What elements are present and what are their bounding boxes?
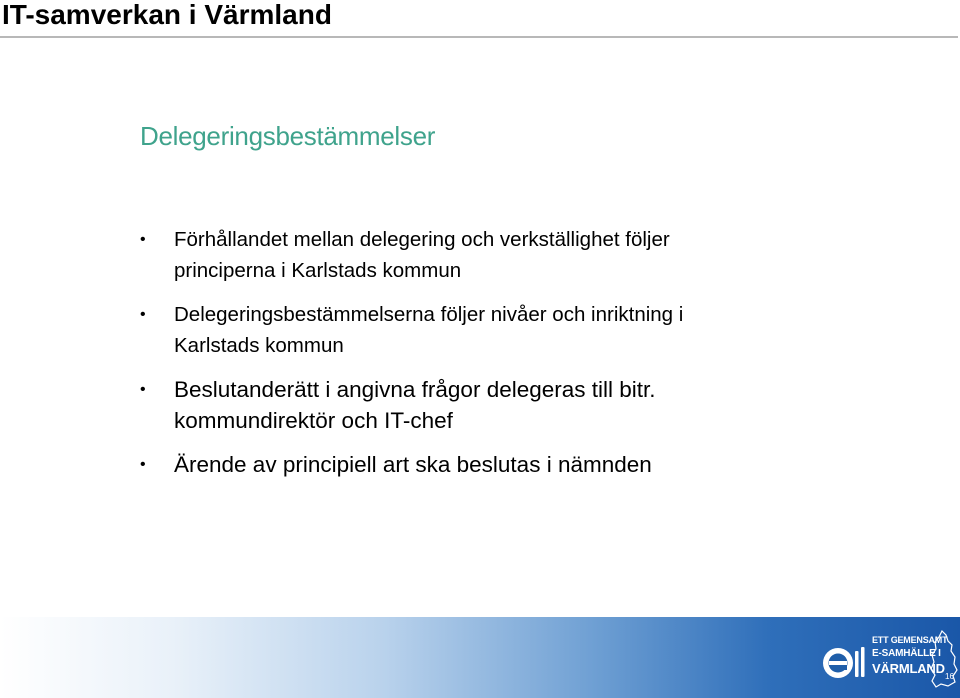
bullet-text: Karlstads kommun xyxy=(174,334,344,357)
bullet-text: kommundirektör och IT-chef xyxy=(174,408,453,433)
bullet-item xyxy=(140,374,940,436)
bullet-dot: • xyxy=(140,306,146,323)
bullet-dot: • xyxy=(140,381,146,398)
bullet-text: Förhållandet mellan delegering och verkställighet följer xyxy=(174,228,670,251)
title-divider xyxy=(0,36,958,38)
bullet-dot: • xyxy=(140,456,146,473)
bullet-text: principerna i Karlstads kommun xyxy=(174,259,462,282)
bullet-text: Delegeringsbestämmelserna följer nivåer och inriktning i xyxy=(174,303,684,326)
logo-text-line3: VÄRMLAND xyxy=(872,661,945,676)
bullet-dot: • xyxy=(140,231,146,248)
slide-title: IT-samverkan i Värmland xyxy=(2,0,332,30)
bullet-list xyxy=(140,224,940,493)
bullet-item xyxy=(140,449,940,480)
logo-text-line2: E-SAMHÄLLE I xyxy=(872,648,941,659)
page-number: 16 xyxy=(945,672,954,681)
bullet-text: Beslutanderätt i angivna frågor delegeras till bitr. xyxy=(174,377,656,402)
e-samhalle-logo-icon xyxy=(818,641,870,681)
bullet-item xyxy=(140,299,940,361)
varmland-map-icon xyxy=(924,629,960,689)
logo-text-line1: ETT GEMENSAMT xyxy=(872,635,948,645)
section-heading: Delegeringsbestämmelser xyxy=(140,121,436,151)
footer-logo xyxy=(814,629,960,689)
bullet-item xyxy=(140,224,940,286)
bullet-text: Ärende av principiell art ska beslutas i nämnden xyxy=(174,452,652,477)
